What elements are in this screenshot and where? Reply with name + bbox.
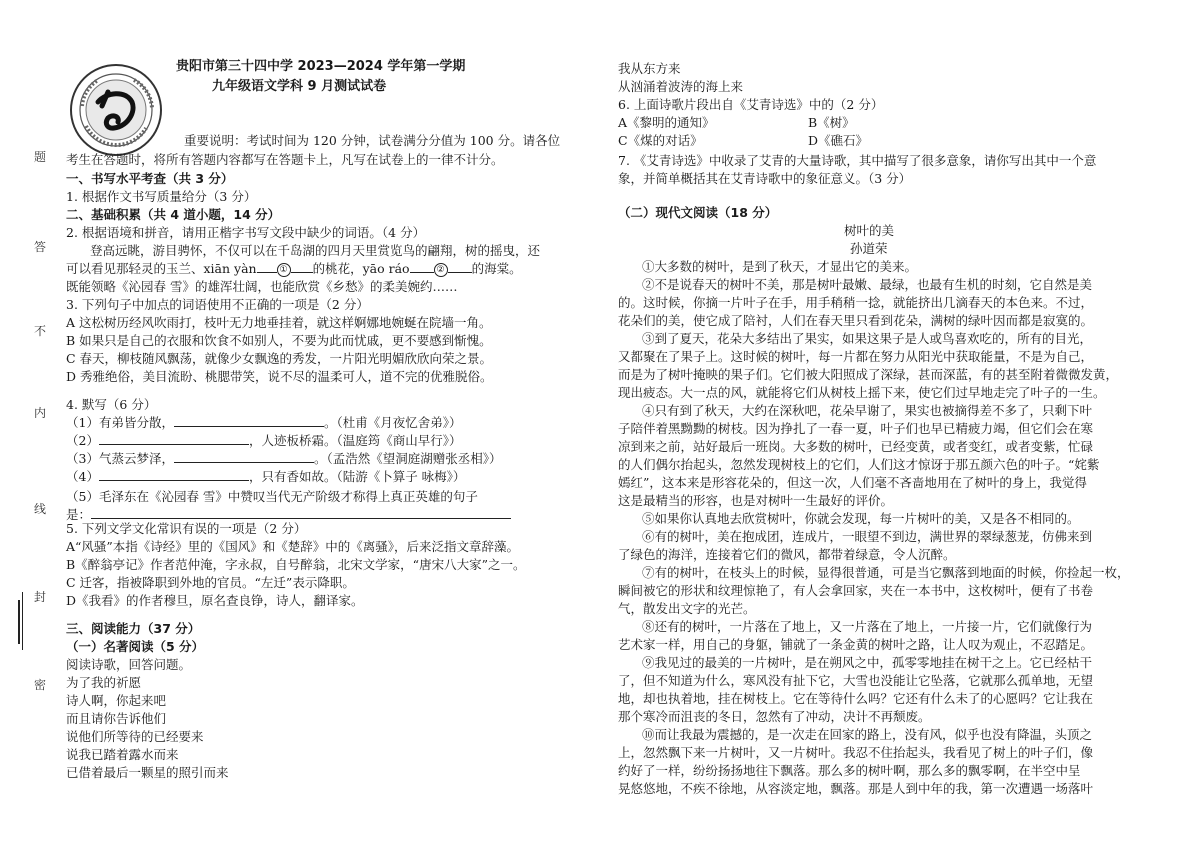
poem-line: 说他们所等待的已经要来 [66,729,204,744]
margin-mark [18,600,20,644]
essay-line: 地，却也执着地，挂在树枝上。它在等待什么吗？它还有什么未了的心愿吗？它让我在 [618,691,1094,706]
section-title: 三、阅读能力（37 分） [66,621,201,636]
essay-line: 瞬间被它的形状和纹理惊艳了，有人会拿回家，夹在一本书中，这枚树叶，便有了书卷 [618,583,1094,598]
poem-line: 为了我的祈愿 [66,675,142,690]
essay-line: 这是最精当的形容，也是对树叶一生最好的评价。 [618,493,894,508]
dictation-text: （2） [66,433,99,448]
margin-label: 封 [34,590,47,604]
essay-line: 花朵们的美，使它成了陪衬，人们在春天里只看到花朵，满树的绿叶因而都是寂寞的。 [618,313,1094,328]
school-title: 贵阳市第三十四中学 2023—2024 学年第一学期 [176,59,466,74]
option-d: D《礁石》 [808,133,869,148]
essay-line: 上，忽然飘下来一片树叶，又一片树叶。我忍不住抬起头，我看见了树上的叶子们，像 [618,745,1094,760]
answer-blank[interactable] [174,450,314,463]
essay-line: 了绿色的海洋，连接着它们的微风，都带着绿意，令人沉醉。 [618,547,956,562]
essay-line: ③到了夏天，花朵大多结出了果实，如果这果子是人或鸟喜欢吃的，所有的目光， [642,331,1093,346]
passage-text: 的桃花，yāo ráo [312,261,410,276]
essay-line: 那个寒冷而沮丧的冬日，忽然有了冲动，决计不再颓废。 [618,709,931,724]
margin-mark [22,592,23,650]
answer-blank[interactable] [99,468,249,481]
answer-blank[interactable] [99,432,249,445]
essay-line: 的人们偶尔抬起头，忽然发现树枝上的它们，人们这才惊讶于那五颜六色的叶子。“姹紫 [618,457,1100,472]
dictation-source: ，人迹板桥霜。（温庭筠《商山早行》） [248,433,462,448]
dictation-source: 。（杜甫《月夜忆舍弟》） [323,415,462,430]
margin-label: 题 [34,150,47,164]
poem-line: 诗人啊，你起来吧 [66,693,167,708]
dictation-source: 。（孟浩然《望洞庭湖赠张丞相》） [313,451,502,466]
option-a: A“风骚”本指《诗经》里的《国风》和《楚辞》中的《离骚》，后来泛指文章辞藻。 [66,539,520,554]
poem-line: 说我已踏着露水而来 [66,747,179,762]
essay-line: ⑥有的树叶，美在抱成团，连成片，一眼望不到边，满世界的翠绿葱茏，仿佛来到 [642,529,1093,544]
essay-line: ②不是说春天的树叶不美，那是树叶最嫩、最绿，也最有生机的时刻，它自然是美 [642,277,1093,292]
option-b: B《醉翁亭记》作者范仲淹，字永叔，自号醉翁，北宋文学家，“唐宋八大家”之一。 [66,557,526,572]
margin-label: 内 [34,406,47,420]
poem-line: 我从东方来 [618,61,681,76]
poem-line: 已借着最后一颗星的照引而来 [66,765,229,780]
question-line: 1. 根据作文书写质量给分（3 分） [66,189,257,204]
answer-blank[interactable] [257,260,277,273]
essay-line: 气，散发出文字的光芒。 [618,601,756,616]
passage-line: 登高远眺，游目骋怀，不仅可以在千岛湖的四月天里赏览鸟的翩翔，树的摇曳，还 [90,243,541,258]
answer-blank[interactable] [410,260,434,273]
option-d: D《我看》的作者穆旦，原名查良铮，诗人，翻译家。 [66,593,364,608]
essay-line: ⑨我见过的最美的一片树叶，是在朔风之中，孤零零地挂在树干之上。它已经枯干 [642,655,1093,670]
essay-line: ①大多数的树叶，是到了秋天，才显出它的美来。 [642,259,918,274]
right-column [618,60,1138,840]
essay-line: 艺术家一样，用自己的身躯，铺就了一条金黄的树叶之路，让人叹为观止，不忍踏足。 [618,637,1094,652]
passage-line: 既能领略《沁园春 雪》的雄浑壮阔，也能欣赏《乡愁》的柔美婉约…… [66,279,458,294]
option-b: B《树》 [808,115,855,130]
subsection-title: （一）名著阅读（5 分） [66,639,205,654]
option-a: A 这松树历经风吹雨打，枝叶无力地垂挂着，就这样婀娜地婉蜒在院墙一角。 [66,315,492,330]
dictation-item [66,432,461,449]
essay-line: ⑤如果你认真地去欣赏树叶，你就会发现，每一片树叶的美，又是各不相同的。 [642,511,1080,526]
essay-line: 凉到来之前，站好最后一班岗。大多数的树叶，已经变黄，或者变红，或者变紫，忙碌 [618,439,1094,454]
option-a: A《黎明的通知》 [618,115,715,130]
essay-line: 子陪伴着黑黝黝的树枝。因为挣扎了一春一夏，叶子们也早已精疲力竭，但它们会在寒 [618,421,1094,436]
essay-line: 嫣红”，这本来是形容花朵的，但这一次，人们毫不吝啬地用在了树叶的身上，我觉得 [618,475,1087,490]
passage-line [66,260,522,277]
essay-author: 孙道荣 [850,241,888,256]
essay-line: ⑩而让我最为震撼的，是一次走在回家的路上，没有风，似乎也没有降温，头顶之 [642,727,1093,742]
essay-line: 的。这时候，你摘一片叶子在手，用手稍稍一捻，就能挤出几滴春天的本色来。不过， [618,295,1094,310]
option-c: C《煤的对话》 [618,133,703,148]
essay-line: ⑦有的树叶，在枝头上的时候，显得很普通，可是当它飘落到地面的时候，你捡起一枚， [642,565,1130,580]
poem-line: 而且请你告诉他们 [66,711,167,726]
answer-blank[interactable] [448,260,472,273]
dictation-source: ，只有香如故。（陆游《卜算子 咏梅》） [248,469,466,484]
dictation-text: （4） [66,469,99,484]
essay-line: ⑧还有的树叶，一片落在了地上，又一片落在了地上，一片接一片，它们就像行为 [642,619,1093,634]
left-column [66,58,586,838]
answer-blank[interactable] [91,506,511,519]
section-title: 一、书写水平考查（共 3 分） [66,171,234,186]
essay-line: 晃悠悠地，不疾不徐地，从容淡定地，飘落。那是人到中年的我，第一次遭遇一场落叶 [618,781,1094,796]
question-stem: 5. 下列文学文化常识有误的一项是（2 分） [66,521,307,536]
question-stem: 2. 根据语境和拼音，请用正楷字书写文段中缺少的词语。（4 分） [66,225,426,240]
section-title: （二）现代文阅读（18 分） [618,205,778,220]
essay-line: 又都聚在了果子上。这时候的树叶，每一片都在努力从阳光中获取能量，不是为自己， [618,349,1094,364]
instruction: 阅读诗歌，回答问题。 [66,657,192,672]
question-stem: 7. 《艾青诗选》中收录了艾青的大量诗歌，其中描写了很多意象，请你写出其中一个意 [618,153,1097,168]
essay-title: 树叶的美 [844,223,895,238]
margin-label: 答 [34,240,47,254]
dictation-text: （3）气蒸云梦泽， [66,451,174,466]
option-c: C 迁客，指被降职到外地的官员。“左迁”表示降职。 [66,575,355,590]
passage-text: 的海棠。 [471,261,522,276]
exam-title: 九年级语文学科 9 月测试试卷 [212,79,387,94]
essay-line: 约好了一样，纷纷扬扬地往下飘落。那么多的树叶啊，那么多的飘零啊，在半空中呈 [618,763,1081,778]
dictation-text: （1）有弟皆分散， [66,415,174,430]
poem-line: 从汹涌着波涛的海上来 [618,79,744,94]
dictation-item: （5）毛泽东在《沁园春 雪》中赞叹当代无产阶级才称得上真正英雄的句子 [66,489,478,504]
blank-number: ① [277,263,291,277]
section-title: 二、基础积累（共 4 道小题，14 分） [66,207,281,222]
margin-label: 密 [34,678,47,692]
margin-label: 不 [34,324,47,338]
essay-line: ④只有到了秋天，大约在深秋吧，花朵早谢了，果实也被摘得差不多了，只剩下叶 [642,403,1093,418]
notice-line: 考生在答题时，将所有答题内容都写在答题卡上，凡写在试卷上的一律不计分。 [66,152,504,167]
answer-blank[interactable] [291,260,313,273]
dictation-item [66,414,461,431]
dictation-item [66,450,501,467]
essay-line: 了，但不知道为什么，寒风没有扯下它，大雪也没能让它坠落，它就那么孤单地，无望 [618,673,1094,688]
blank-number: ② [434,263,448,277]
question-stem: 6. 上面诗歌片段出自《艾青诗选》中的（2 分） [618,97,884,112]
question-stem: 象，并简单概括其在艾青诗歌中的象征意义。（3 分） [618,171,912,186]
essay-line: 现出疲态。大一点的风，就能将它们从树枝上摇下来，使它们过早地走完了叶子的一生。 [618,385,1106,400]
question-stem: 3. 下列句子中加点的词语使用不正确的一项是（2 分） [66,297,369,312]
essay-line: 而是为了树叶掩映的果子们。它们被大阳照成了深绿，甚而深蓝，有的甚至附着微微发黄， [618,367,1119,382]
question-stem: 4. 默写（6 分） [66,397,157,412]
notice-line: 重要说明：考试时间为 120 分钟，试卷满分分值为 100 分。请各位 [184,133,561,148]
answer-blank[interactable] [174,414,324,427]
option-b: B 如果只是自己的衣服和饮食不如别人，不要为此而忧戚，更不要感到惭愧。 [66,333,492,348]
option-d: D 秀雅绝俗，美目流盼、桃腮带笑，说不尽的温柔可人，道不完的优雅脱俗。 [66,369,493,384]
passage-text: 可以看见那轻灵的玉兰、xiān yàn [66,261,257,276]
dictation-item [66,468,465,485]
dictation-text: 是： [66,507,92,522]
margin-label: 线 [34,502,47,516]
option-c: C 春天，柳枝随风飘荡，就像少女飘逸的秀发，一片阳光明媚欣欣向荣之景。 [66,351,493,366]
